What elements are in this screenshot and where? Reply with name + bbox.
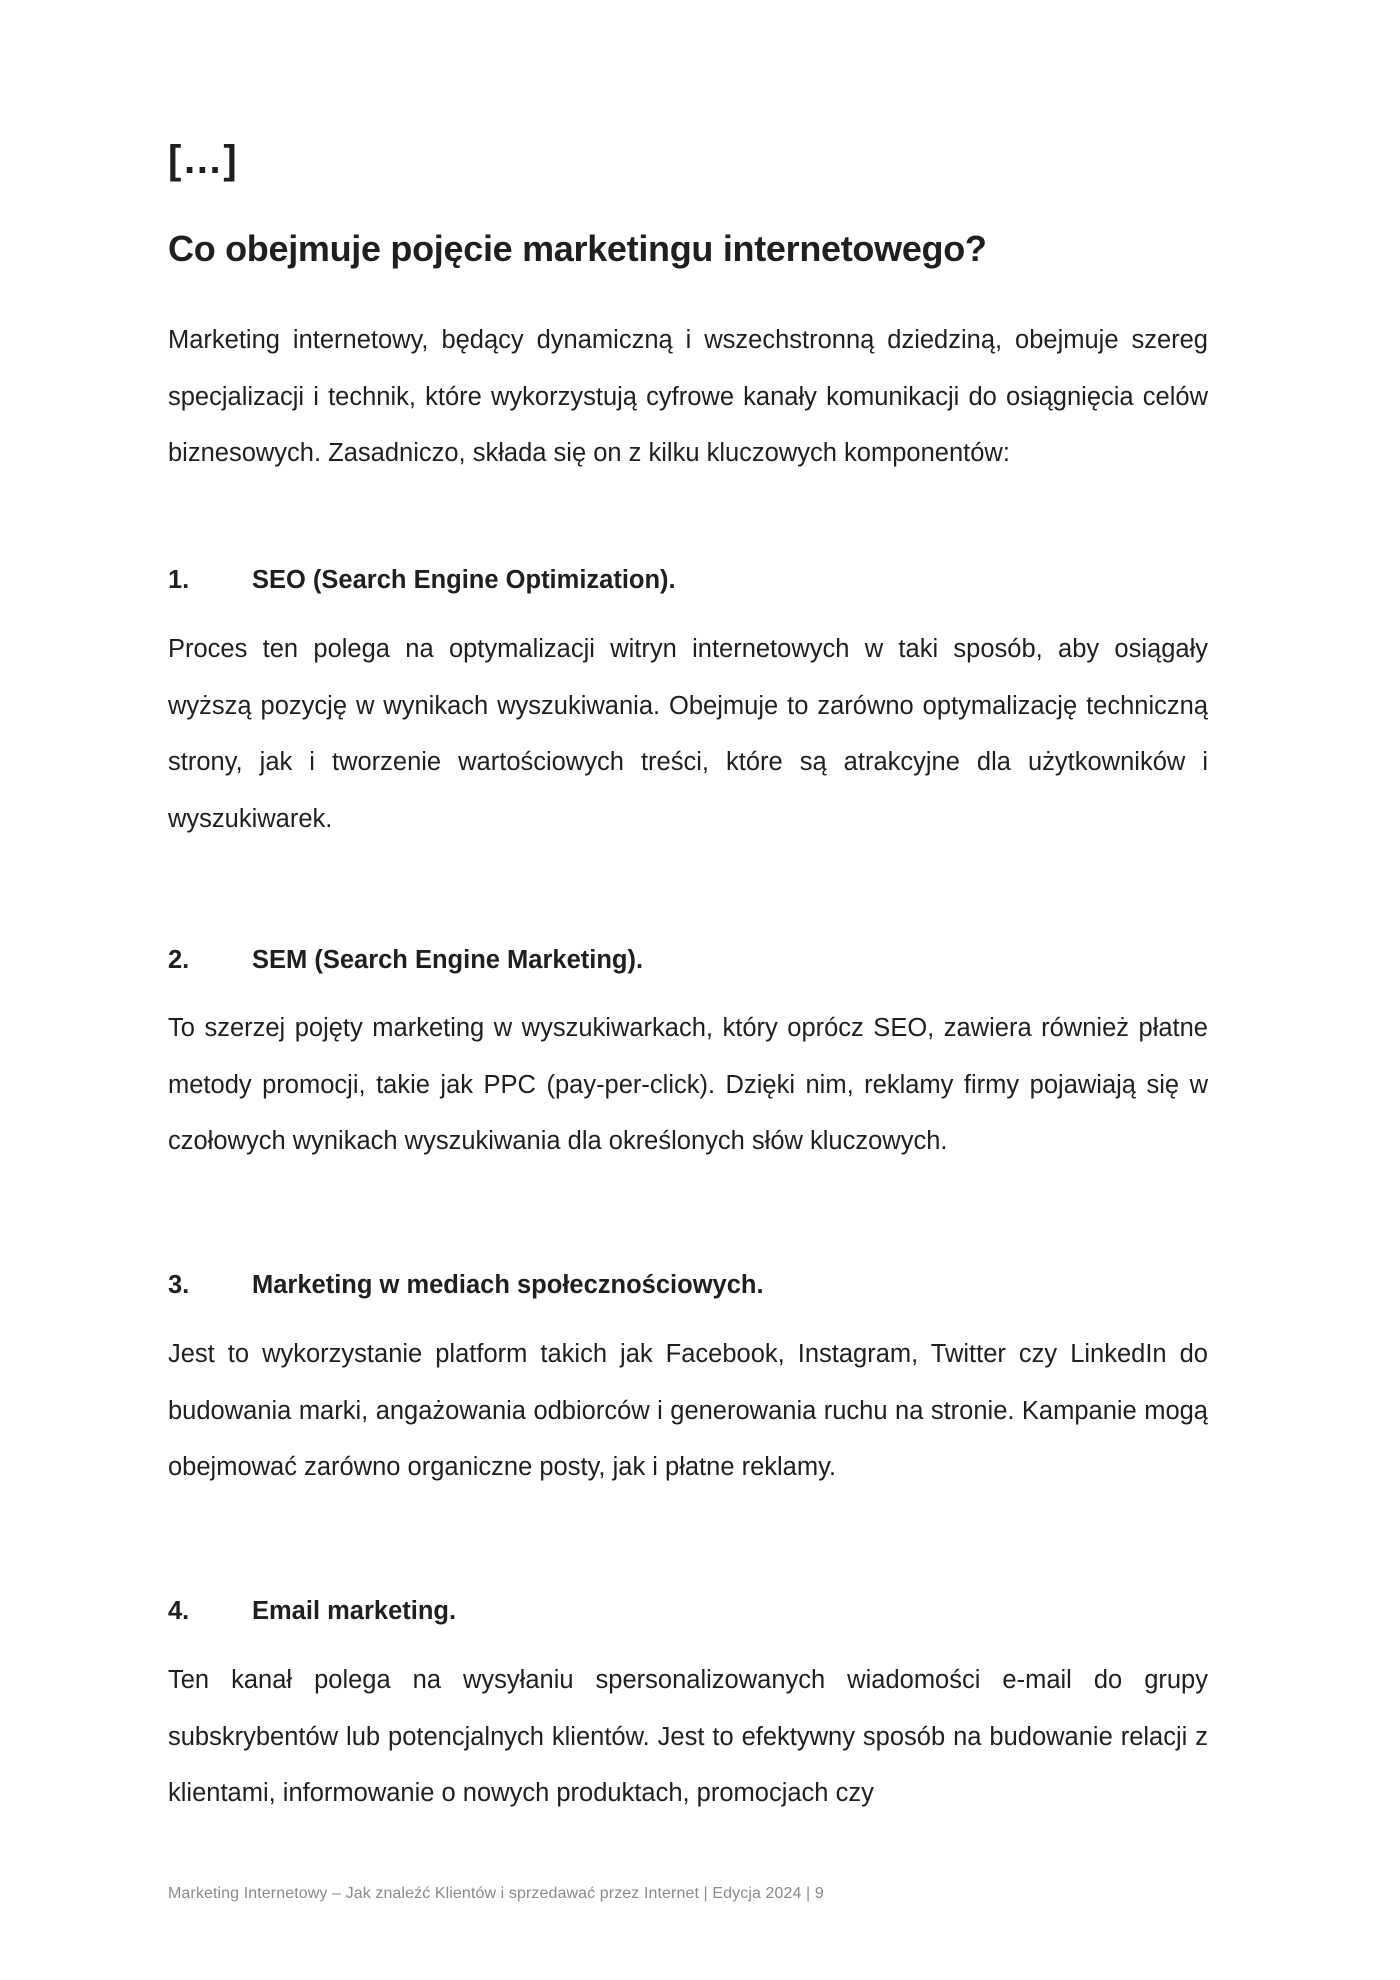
section-heading-email: [168, 1583, 1208, 1639]
document-page: [168, 0, 1208, 1980]
page-title: Co obejmuje pojęcie marketingu internetowego?: [168, 228, 987, 269]
page-footer: Marketing Internetowy – Jak znaleźć Klientów i sprzedawać przez Internet | Edycja 2024 | 9: [168, 1885, 824, 1902]
section-title: Marketing w mediach społecznościowych.: [252, 1271, 764, 1299]
section-title: SEO (Search Engine Optimization).: [252, 566, 676, 594]
section-paragraph-seo: Proces ten polega na optymalizacji witryn internetowych w taki sposób, aby osiągały wyższą pozycję w wynikach wyszukiwania. Obejmuje to zarówno optymalizację techniczną strony, jak i tworzenie wartościowych treści, które są atrakcyjne dla użytkowników i wyszukiwarek.: [168, 635, 1208, 833]
section-title: Email marketing.: [252, 1597, 457, 1625]
section-heading-sem: [168, 932, 1208, 988]
omission-marker: […]: [168, 138, 238, 182]
section-paragraph-social-media: Jest to wykorzystanie platform takich jak Facebook, Instagram, Twitter czy LinkedIn do budowania marki, angażowania odbiorców i generowania ruchu na stronie. Kampanie mogą obejmować zarówno organiczne posty, jak i płatne reklamy.: [168, 1340, 1208, 1481]
section-heading-seo: [168, 552, 1208, 608]
section-paragraph-email: Ten kanał polega na wysyłaniu spersonalizowanych wiadomości e-mail do grupy subskrybentów lub potencjalnych klientów. Jest to efektywny sposób na budowanie relacji z klientami, informowanie o nowych produktach, promocjach czy: [168, 1666, 1208, 1807]
section-paragraph-sem: To szerzej pojęty marketing w wyszukiwarkach, który oprócz SEO, zawiera również płatne metody promocji, takie jak PPC (pay-per-click). Dzięki nim, reklamy firmy pojawiają się w czołowych wynikach wyszukiwania dla określonych słów kluczowych.: [168, 1014, 1208, 1155]
section-number: 3.: [168, 1271, 190, 1299]
section-number: 1.: [168, 566, 190, 594]
section-title: SEM (Search Engine Marketing).: [252, 946, 644, 974]
intro-paragraph: Marketing internetowy, będący dynamiczną i wszechstronną dziedziną, obejmuje szereg specjalizacji i technik, które wykorzystują cyfrowe kanały komunikacji do osiągnięcia celów biznesowych. Zasadniczo, składa się on z kilku kluczowych komponentów:: [168, 326, 1208, 467]
section-number: 4.: [168, 1597, 190, 1625]
section-heading-social-media: [168, 1257, 1208, 1313]
section-number: 2.: [168, 946, 190, 974]
